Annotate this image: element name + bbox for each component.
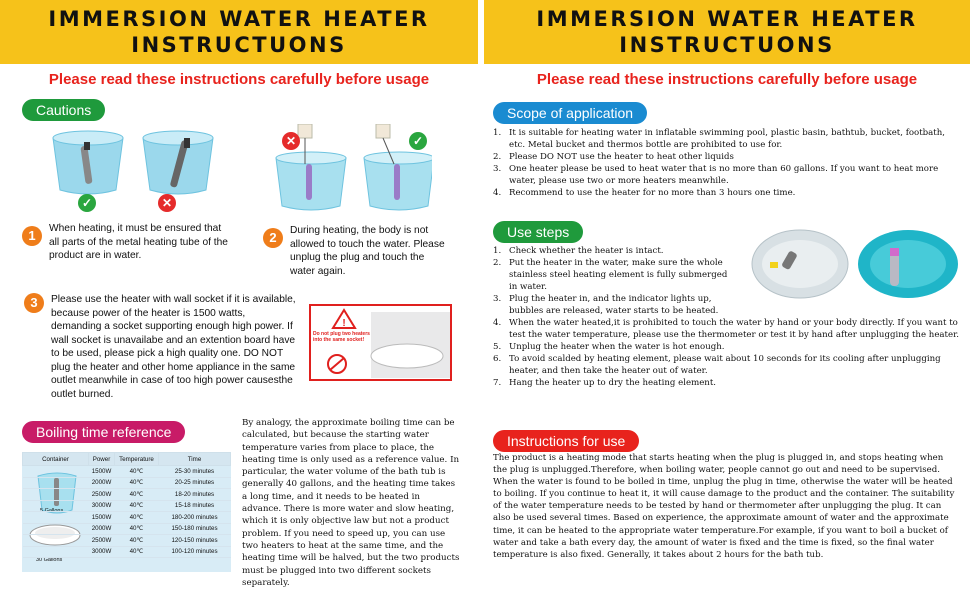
cross-icon: ✕ xyxy=(158,194,176,212)
temperature-cell: 40℃ xyxy=(115,546,159,558)
time-cell: 20-25 minutes xyxy=(159,477,231,489)
table-row xyxy=(23,500,231,512)
time-cell: 180-200 minutes xyxy=(159,512,231,524)
table-row xyxy=(23,535,231,547)
sign-text: Do not plug two heaters into the same socket! xyxy=(313,331,370,343)
caution-2-text: During heating, the body is not allowed to touch the water. Please unplug the plug and touch the water again. xyxy=(290,225,445,277)
list-item-text: Plug the heater in, and the indicator lights up, bubbles are released, water starts to be heated. xyxy=(509,294,719,316)
list-item: 3. One heater please be used to heat water that is no more than 60 gallons. If you want to heat more water, please use two or more heaters meanwhile. xyxy=(493,164,939,186)
left-title-line1: IMMERSION WATER HEATER xyxy=(48,7,430,31)
container-cell xyxy=(23,535,89,547)
boiling-time-table-wrap xyxy=(22,452,231,572)
col-header-container: Container xyxy=(23,453,89,466)
list-item: 5. Unplug the heater when the water is hot enough. xyxy=(493,342,725,352)
table-row xyxy=(23,489,231,501)
boiling-time-table xyxy=(22,452,231,558)
temperature-cell: 40℃ xyxy=(115,535,159,547)
right-title-line1: IMMERSION WATER HEATER xyxy=(536,7,918,31)
temperature-cell: 40℃ xyxy=(115,489,159,501)
instructions-label: Instructions for use xyxy=(493,430,639,452)
list-item-text: Please DO NOT use the heater to heat other liquids xyxy=(509,152,734,162)
left-panel xyxy=(0,0,478,600)
col-header-time: Time xyxy=(159,453,231,466)
table-body xyxy=(23,466,231,558)
list-item: 2. Put the heater in the water, make sure the whole stainless steel heating element is fully submerged in water. xyxy=(493,258,728,292)
table-row xyxy=(23,466,231,478)
caution-1-text: When heating, it must be ensured that all parts of the metal heating tube of the product are in water. xyxy=(49,223,228,261)
list-item-text: Put the heater in the water, make sure the whole stainless steel heating element is fully submerged in water. xyxy=(509,258,728,292)
use-steps-label: Use steps xyxy=(493,221,583,243)
analogy-text: By analogy, the approximate boiling time can be calculated, but because the starting water temperature varies from place to place, the heating time is only used as a reference value. In particular, the water volume of the bath tub is generally 40 gallons, and the heating time takes a long time, and it needs to be heated in advance. There is more water and slow heating, which it is only objective law but not a product problem. If you need to speed up, you can use two heaters to heat at the same time, and the heating time will be halved, but the two products must be plugged into two different sockets separately. xyxy=(242,418,460,588)
use-steps-list xyxy=(493,245,963,389)
temperature-cell: 40℃ xyxy=(115,466,159,478)
list-item: 4. Recommend to use the heater for no more than 3 hours one time. xyxy=(493,188,796,198)
step-number-2: 2 xyxy=(263,228,283,248)
left-title-line2: INSTRUCTUONS xyxy=(131,33,347,57)
list-item: 4. When the water heated,it is prohibited to touch the water by hand or your body directly. If you want to test the water temperature, please use the thermometer or test it by hand after unplugging the heater. xyxy=(493,318,959,340)
instructions-text: The product is a heating mode that starts heating when the plug is plugged in, and stops heating when the plug is unplugged.Therefore, when boiling water, people cannot go out and need to be supervised. When the water is found to be boiled in time, unplug the plug in time, otherwise the water will be heated to boiling. If you continue to heat it, it will cause damage to the product and the container. The suitability of the water temperature needs to be tested by hand or thermometer after unplugging the plug. It can also be used several times. Based on experience, the approximate amount of water and the approximate time, it can be heated to the appropriate water temperature.For example, if you want to boil a bucket of water and take a bath every day, the amount of water is fixed and the time is fixed, so the final water temperature is also fixed. Generally, it takes about 2 hours for the bath tub. xyxy=(493,453,955,560)
list-item-text: Hang the heater up to dry the heating element. xyxy=(509,378,717,388)
list-item: 7. Hang the heater up to dry the heating element. xyxy=(493,378,717,388)
list-item-text: To avoid scalded by heating element, please wait about 10 seconds for its cooling after unplugging heater, and then take the heater out of water. xyxy=(509,354,941,376)
time-cell: 100-120 minutes xyxy=(159,546,231,558)
temperature-cell: 40℃ xyxy=(115,512,159,524)
temperature-cell: 40℃ xyxy=(115,523,159,535)
svg-text:!: ! xyxy=(342,318,346,329)
caution-3-text: Please use the heater with wall socket if it is available, because power of the heater is 1500 watts, demanding a socket supporting enough high power. If wall socket is unavailabe and an extention board have to be used, please pick a high quality one. DO NOT plug the heater and other home appliance in the same outlet meanwhile in case of too high power causesthe outlet burned. xyxy=(51,294,296,400)
right-header xyxy=(484,0,970,64)
time-cell: 150-180 minutes xyxy=(159,523,231,535)
container-cell xyxy=(23,546,89,558)
power-cell: 2000W xyxy=(89,523,115,535)
container-cell xyxy=(23,466,89,478)
container-5-gallons: 5 Gallons xyxy=(40,508,64,514)
right-panel xyxy=(478,0,970,600)
step-number-1: 1 xyxy=(22,226,42,246)
list-item: 6. To avoid scalded by heating element, please wait about 10 seconds for its cooling after unplugging heater, and then take the heater out of water. xyxy=(493,354,941,376)
list-item-text: Recommend to use the heater for no more than 3 hours one time. xyxy=(509,188,796,198)
time-cell: 25-30 minutes xyxy=(159,466,231,478)
right-title-line2: INSTRUCTUONS xyxy=(619,33,835,57)
scope-label: Scope of application xyxy=(493,102,647,124)
container-30-gallons: 30 Gallons xyxy=(36,557,63,563)
container-cell xyxy=(23,512,89,524)
container-cell xyxy=(23,523,89,535)
container-cell xyxy=(23,500,89,512)
power-cell: 2500W xyxy=(89,535,115,547)
left-warning: Please read these instructions carefully before usage xyxy=(48,71,430,88)
list-item: 1. It is suitable for heating water in inflatable swimming pool, plastic basin, bathtub, bucket, footbath, etc. Metal bucket and thermos bottle are prohibited to use for. xyxy=(493,128,946,150)
power-cell: 3000W xyxy=(89,546,115,558)
list-item-text: Unplug the heater when the water is hot enough. xyxy=(509,342,725,352)
power-cell: 2500W xyxy=(89,489,115,501)
right-warning: Please read these instructions carefully before usage xyxy=(536,71,918,88)
table-row xyxy=(23,477,231,489)
container-cell xyxy=(23,477,89,489)
table-row xyxy=(23,512,231,524)
container-cell xyxy=(23,489,89,501)
list-item: 3. Plug the heater in, and the indicator lights up, bubbles are released, water starts to be heated. xyxy=(493,294,719,316)
table-row xyxy=(23,546,231,558)
scope-list xyxy=(493,127,963,199)
list-item-text: Check whether the heater is intact. xyxy=(509,246,664,256)
bucket-illustration-correct-incorrect xyxy=(48,128,218,214)
time-cell: 120-150 minutes xyxy=(159,535,231,547)
temperature-cell: 40℃ xyxy=(115,477,159,489)
check-icon-unplug: ✓ xyxy=(409,132,427,150)
list-item: 2. Please DO NOT use the heater to heat other liquids xyxy=(493,152,734,162)
warning-sign-box xyxy=(309,304,452,381)
list-item-text: It is suitable for heating water in inflatable swimming pool, plastic basin, bathtub, bucket, footbath, etc. Metal bucket and thermos bottle are prohibited to use for. xyxy=(509,128,946,150)
list-item: 1. Check whether the heater is intact. xyxy=(493,246,664,256)
col-header-power: Power xyxy=(89,453,115,466)
boiling-time-label: Boiling time reference xyxy=(22,421,185,443)
cross-icon-touch: ✕ xyxy=(282,132,300,150)
check-icon: ✓ xyxy=(78,194,96,212)
table-row xyxy=(23,523,231,535)
temperature-cell: 40℃ xyxy=(115,500,159,512)
power-cell: 2000W xyxy=(89,477,115,489)
time-cell: 15-18 minutes xyxy=(159,500,231,512)
power-cell: 1500W xyxy=(89,466,115,478)
col-header-temperature: Temperature xyxy=(115,453,159,466)
power-cell: 1500W xyxy=(89,512,115,524)
list-item-text: When the water heated,it is prohibited to touch the water by hand or your body directly. If you want to test the water temperature, please use the thermometer or test it by hand after unplugging the heater. xyxy=(509,318,959,340)
step-number-3: 3 xyxy=(24,293,44,313)
time-cell: 18-20 minutes xyxy=(159,489,231,501)
list-item-text: One heater please be used to heat water that is no more than 60 gallons. If you want to heat more water, please use two or more heaters meanwhile. xyxy=(509,164,939,186)
left-header xyxy=(0,0,478,64)
cautions-label: Cautions xyxy=(22,99,105,121)
power-cell: 3000W xyxy=(89,500,115,512)
